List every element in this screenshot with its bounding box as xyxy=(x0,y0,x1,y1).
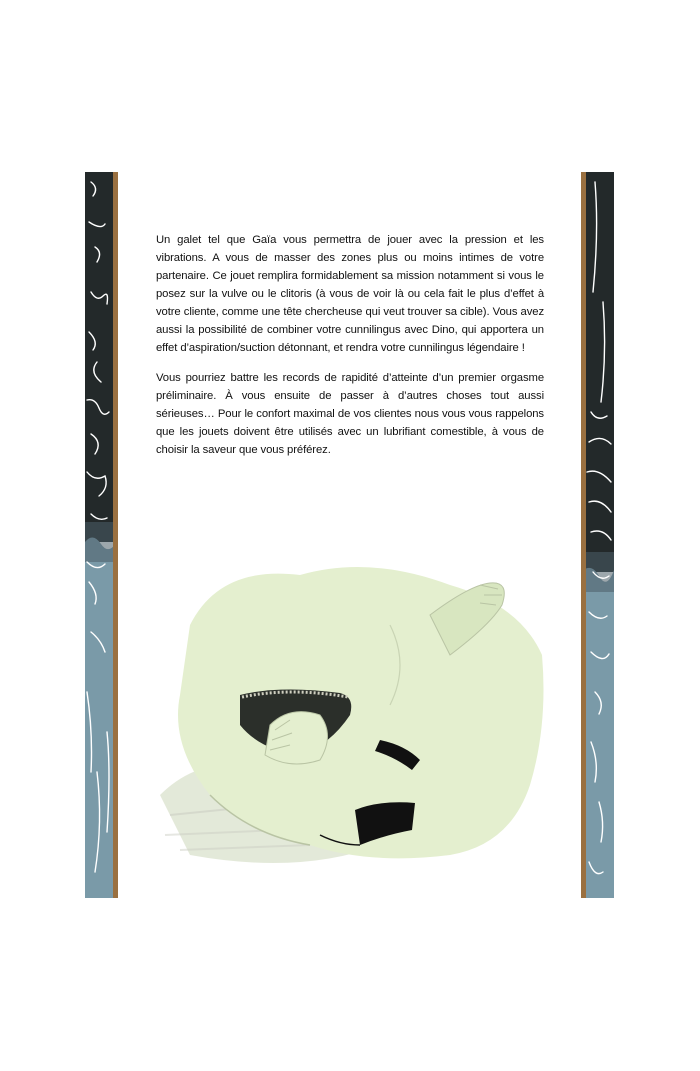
paragraph-2: Vous pourriez battre les records de rapidité d’atteinte d’un premier orgasme préliminaire. À vous ensuite de passer à d’autres choses tout aussi sérieuses… Pour le confort maximal de vos clientes nous vous vous rappelons que les jouets doivent être utilisés avec un lubrifiant comestible, à vous de choisir la saveur que vous préférez. xyxy=(156,372,544,456)
right-decorative-border xyxy=(581,172,614,898)
left-decorative-border xyxy=(85,172,118,898)
paragraph-1: Un galet tel que Gaïa vous permettra de jouer avec la pression et les vibrations. A vous de masser des zones plus ou moins intimes de votre partenaire. Ce jouet remplira formidablement sa mission notamment si vous le posez sur la vulve ou le clitoris (à vous de voir là ou cela fait le plus d’effet à votre cliente, comme une tête chercheuse qui veut trouver sa cible). Vous avez aussi la possibilité de combiner votre cunnilingus avec Dino, qui apportera un effet d’aspiration/suction détonnant, et rendra votre cunnilingus légendaire ! xyxy=(156,234,544,354)
embracing-figure-illustration xyxy=(150,545,550,880)
article-text xyxy=(156,231,544,471)
